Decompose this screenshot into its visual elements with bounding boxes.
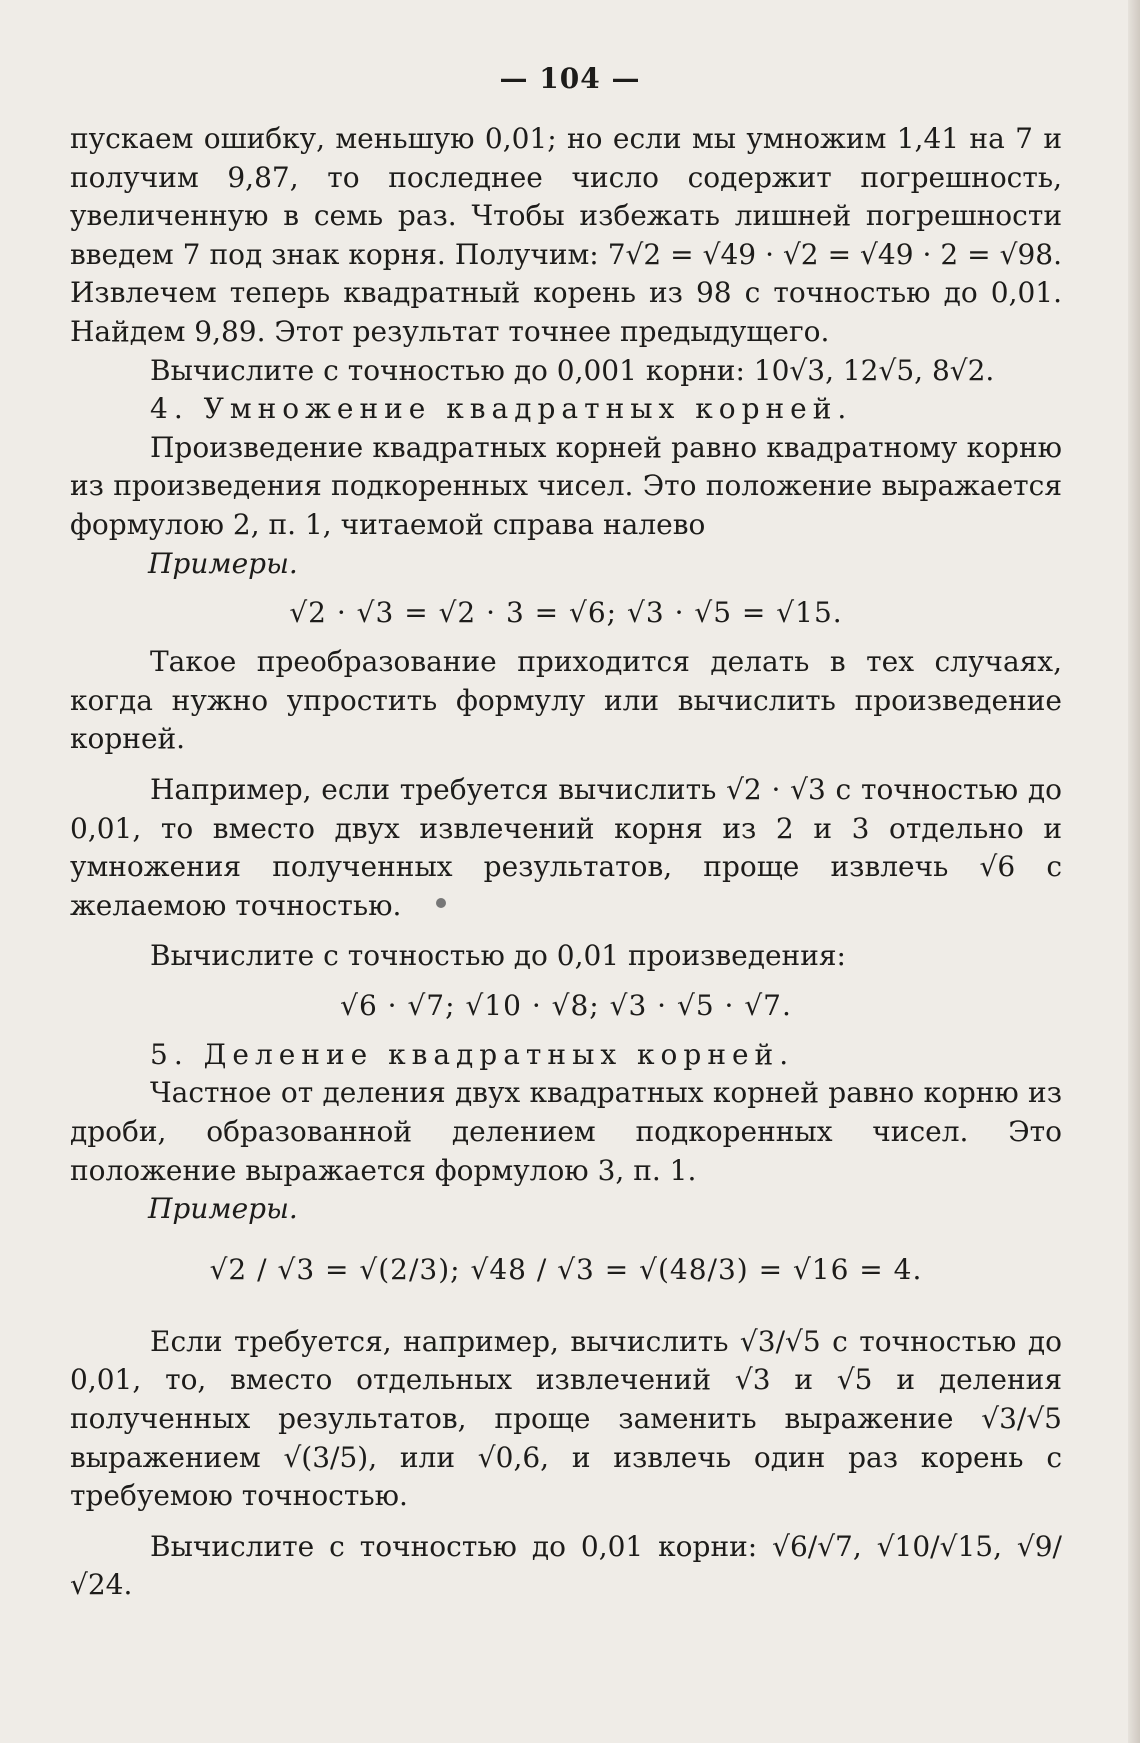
exercise-roots-001: Вычислите с точностью до 0,001 корни: 10√3, 12√5, 8√2. bbox=[150, 353, 995, 387]
print-speck bbox=[436, 898, 446, 908]
paragraph-continuation: пускаем ошибку, меньшую 0,01; но если мы умножим 1,41 на 7 и получим 9,87, то последнее число содержит погрешность, увеличенную в семь раз. Чтобы избежать лишней погрешности введем 7 под знак корня. Получим: 7√2 = √49 · √2 = √49 · 2 = √98. Извлечем теперь квадратный корень из 98 с точностью до 0,01. Найдем 9,89. Этот результат точнее предыдущего. bbox=[70, 122, 1062, 348]
paragraph-multiplication-rule: Произведение квадратных корней равно квадратному корню из произведения подкоренных чисел. Это положение выражается формулою 2, п. 1, читаемой справа налево bbox=[70, 430, 1062, 541]
section-heading-division: 5. Деление квадратных корней. bbox=[150, 1037, 795, 1071]
section-heading-multiplication: 4. Умножение квадратных корней. bbox=[150, 392, 853, 426]
paragraph-transformation: Такое преобразование приходится делать в тех случаях, когда нужно упростить формулу или вычислить произведение корней. bbox=[70, 645, 1062, 756]
exercise-products: Вычислите с точностью до 0,01 произведения: bbox=[150, 939, 846, 973]
page-body bbox=[70, 120, 1062, 1605]
page-number: — 104 — bbox=[499, 62, 641, 95]
examples-label: Примеры. bbox=[148, 546, 298, 580]
paragraph-example-quotient: Если требуется, например, вычислить √3/√5 с точностью до 0,01, то, вместо отдельных извлечений √3 и √5 и деления полученных результатов, проще заменить выражение √3/√5 выражением √(3/5), или √0,6, и извлечь один раз корень с требуемою точностью. bbox=[70, 1324, 1062, 1513]
paragraph-division-rule: Частное от деления двух квадратных корней равно корню из дроби, образованной делением подкоренных чисел. Это положение выражается формулою 3, п. 1. bbox=[70, 1076, 1062, 1187]
formula-multiplication-examples: √2 · √3 = √2 · 3 = √6; √3 · √5 = √15. bbox=[289, 596, 843, 630]
page-edge-shadow bbox=[1128, 0, 1140, 1743]
paragraph-example-product: Например, если требуется вычислить √2 · √3 с точностью до 0,01, то вместо двух извлечений корня из 2 и 3 отдельно и умножения полученных результатов, проще извлечь √6 с желаемою точностью. bbox=[70, 772, 1062, 922]
exercise-quotients: Вычислите с точностью до 0,01 корни: √6/√7, √10/√15, √9/√24. bbox=[70, 1529, 1062, 1602]
examples-label-2: Примеры. bbox=[148, 1192, 298, 1226]
formula-division-examples: √2 / √3 = √(2/3); √48 / √3 = √(48/3) = √16 = 4. bbox=[209, 1252, 923, 1286]
formula-product-exercises: √6 · √7; √10 · √8; √3 · √5 · √7. bbox=[340, 988, 792, 1022]
